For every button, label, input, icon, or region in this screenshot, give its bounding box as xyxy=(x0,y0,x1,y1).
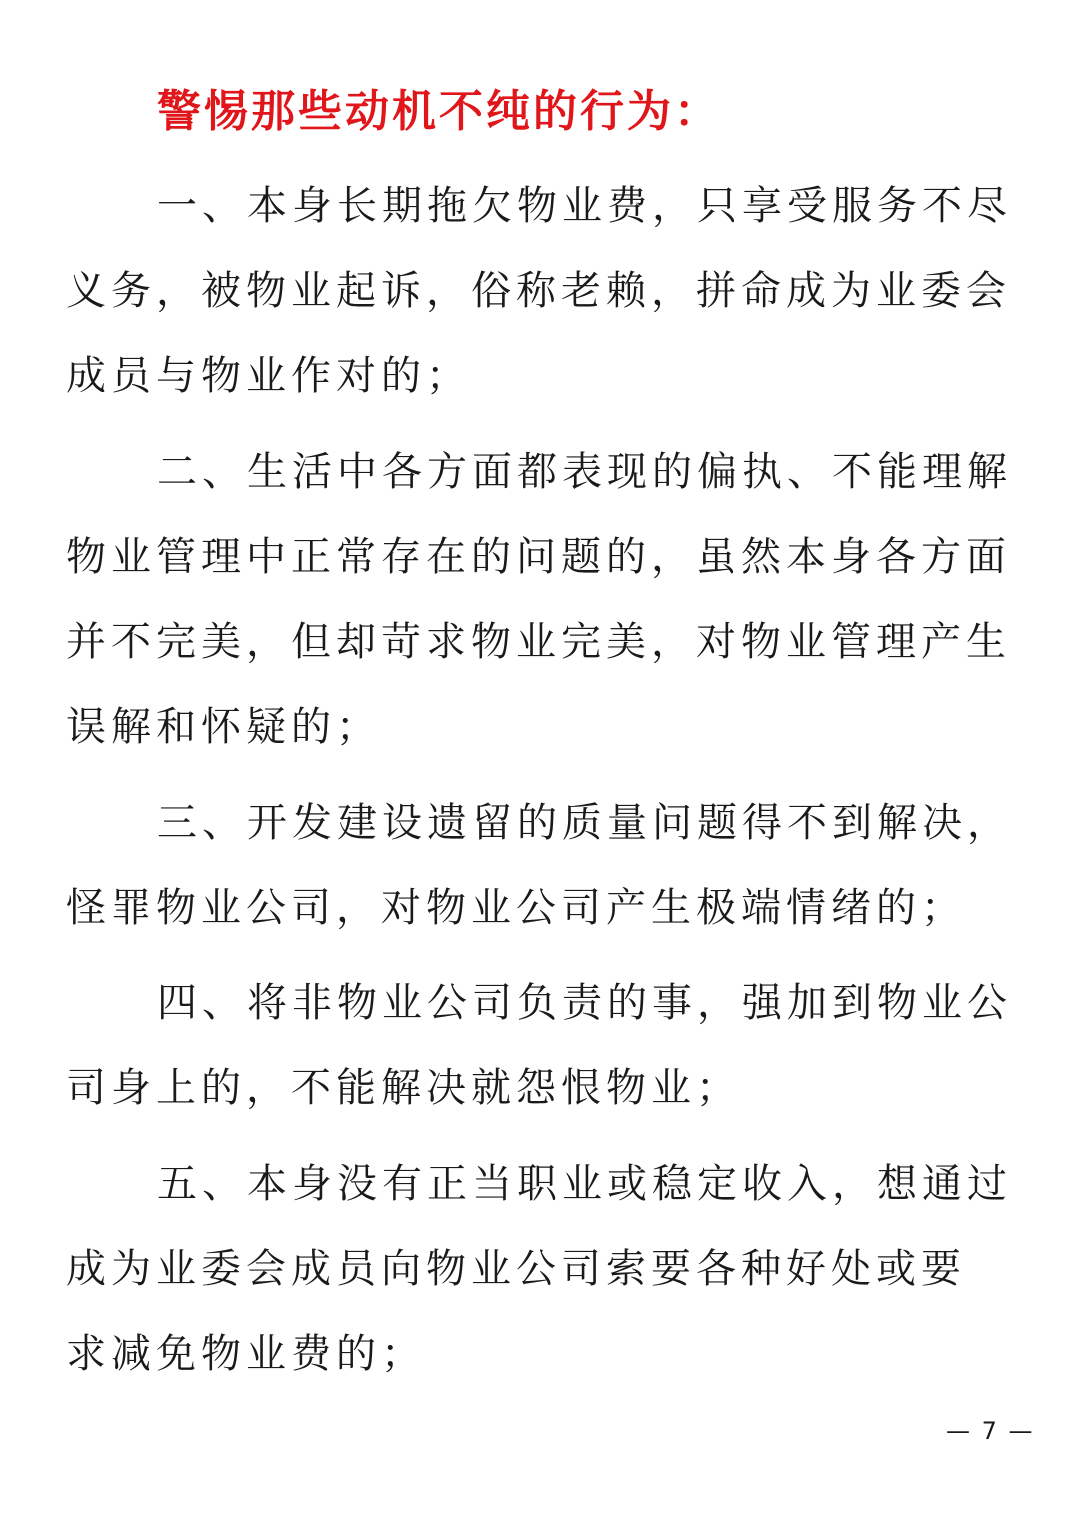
paragraph-2-line-1: 二、生活中各方面都表现的偏执、不能理解 xyxy=(157,449,1012,495)
paragraph-4-line-1: 四、将非物业公司负责的事，强加到物业公 xyxy=(157,980,1012,1026)
paragraph-5-line-3: 求减免物业费的； xyxy=(66,1331,426,1377)
paragraph-2-line-2: 物业管理中正常存在的问题的，虽然本身各方面 xyxy=(66,534,1011,580)
paragraph-2-line-4: 误解和怀疑的； xyxy=(66,704,381,750)
paragraph-5-line-2: 成为业委会成员向物业公司索要各种好处或要 xyxy=(66,1246,966,1292)
paragraph-5-line-1: 五、本身没有正当职业或稳定收入，想通过 xyxy=(157,1161,1012,1207)
paragraph-3-line-1: 三、开发建设遗留的质量问题得不到解决， xyxy=(157,800,1012,846)
paragraph-3-line-2: 怪罪物业公司，对物业公司产生极端情绪的； xyxy=(66,885,966,931)
paragraph-2-line-3: 并不完美，但却苛求物业完美，对物业管理产生 xyxy=(66,619,1011,665)
paragraph-1-line-3: 成员与物业作对的； xyxy=(66,353,471,399)
page-number: — 7 — xyxy=(946,1417,1035,1445)
paragraph-1-line-2: 义务，被物业起诉，俗称老赖，拼命成为业委会 xyxy=(66,268,1011,314)
paragraph-4-line-2: 司身上的，不能解决就怨恨物业； xyxy=(66,1065,741,1111)
document-heading: 警惕那些动机不纯的行为： xyxy=(157,86,721,137)
paragraph-1-line-1: 一、本身长期拖欠物业费，只享受服务不尽 xyxy=(157,183,1012,229)
